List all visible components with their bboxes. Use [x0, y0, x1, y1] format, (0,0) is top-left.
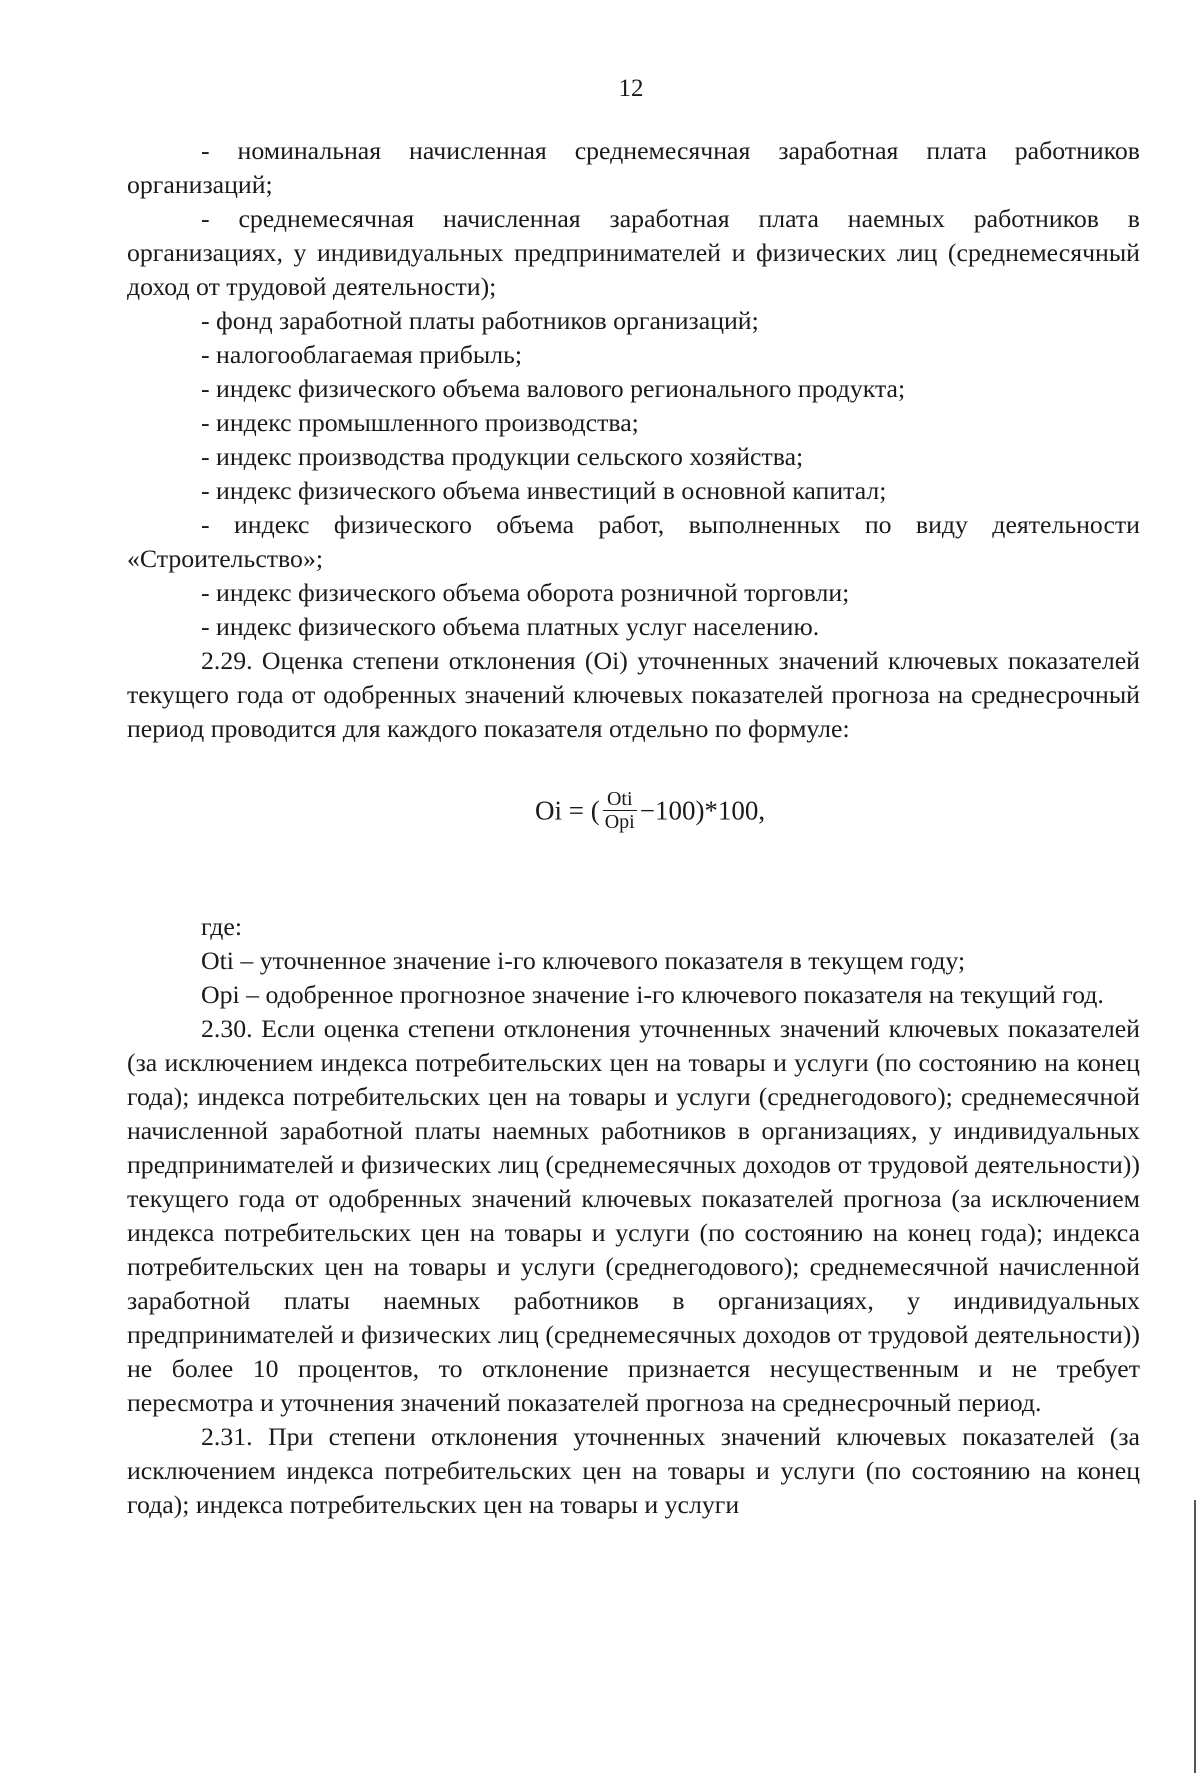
definition-opi: Opi – одобренное прогнозное значение i-го ключевого показателя на текущий год.: [201, 980, 1104, 1009]
paragraph-2-31: 2.31. При степени отклонения уточненных значений ключевых показателей (за исключением индекса потребительских цен на товары и услуги (по состоянию на конец года); индекса потребительских цен на товары и услуги: [127, 1422, 1140, 1519]
definition-oti: Oti – уточненное значение i-го ключевого показателя в текущем году;: [201, 946, 966, 975]
list-item-nominal-wage: - номинальная начисленная среднемесячная заработная плата работников организаций;: [127, 136, 1140, 199]
list-item-agriculture-index: - индекс производства продукции сельского хозяйства;: [201, 442, 804, 471]
formula: [127, 746, 1140, 910]
document-body: [127, 134, 1140, 1522]
scan-edge-line: [1194, 1500, 1196, 1773]
formula-fraction: [603, 788, 637, 833]
list-item-industrial-index: - индекс промышленного производства;: [201, 408, 639, 437]
formula-rhs: −100)*100,: [639, 795, 766, 826]
formula-denominator: Opi: [604, 811, 635, 833]
list-item-services-index: - индекс физического объема платных услуг населению.: [201, 612, 820, 641]
list-item-wage-fund: - фонд заработной платы работников организаций;: [201, 306, 759, 335]
formula-lhs: Oi = (: [535, 795, 600, 826]
list-item-retail-index: - индекс физического объема оборота розничной торговли;: [201, 578, 850, 607]
paragraph-2-30: 2.30. Если оценка степени отклонения уточненных значений ключевых показателей (за исключением индекса потребительских цен на товары и услуги (по состоянию на конец года); индекса потребительских цен на товары и услуги (среднегодового); среднемесячной начисленной заработной платы наемных работников в организациях, у индивидуальных предпринимателей и физических лиц (среднемесячных доходов от трудовой деятельности)) текущего года от одобренных значений ключевых показателей прогноза (за исключением индекса потребительских цен на товары и услуги (по состоянию на конец года); индекса потребительских цен на товары и услуги (среднегодового); среднемесячной начисленной заработной платы наемных работников в организациях, у индивидуальных предпринимателей и физических лиц (среднемесячных доходов от трудовой деятельности)) не более 10 процентов, то отклонение признается несущественным и не требует пересмотра и уточнения значений показателей прогноза на среднесрочный период.: [127, 1014, 1140, 1417]
formula-expression: [535, 788, 765, 833]
formula-numerator: Oti: [603, 788, 637, 811]
where-label: где:: [201, 912, 243, 941]
list-item-average-wage: - среднемесячная начисленная заработная плата наемных работников в организациях, у индивидуальных предпринимателей и физических лиц (среднемесячный доход от трудовой деятельности);: [127, 204, 1140, 301]
paragraph-2-29: 2.29. Оценка степени отклонения (Oi) уточненных значений ключевых показателей текущего года от одобренных значений ключевых показателей прогноза на среднесрочный период проводится для каждого показателя отдельно по формуле:: [127, 646, 1140, 743]
list-item-taxable-profit: - налогооблагаемая прибыль;: [201, 340, 522, 369]
list-item-construction-index: - индекс физического объема работ, выполненных по виду деятельности «Строительство»;: [127, 510, 1140, 573]
list-item-grp-index: - индекс физического объема валового регионального продукта;: [201, 374, 906, 403]
page-number: 12: [618, 75, 644, 102]
list-item-investment-index: - индекс физического объема инвестиций в основной капитал;: [201, 476, 887, 505]
